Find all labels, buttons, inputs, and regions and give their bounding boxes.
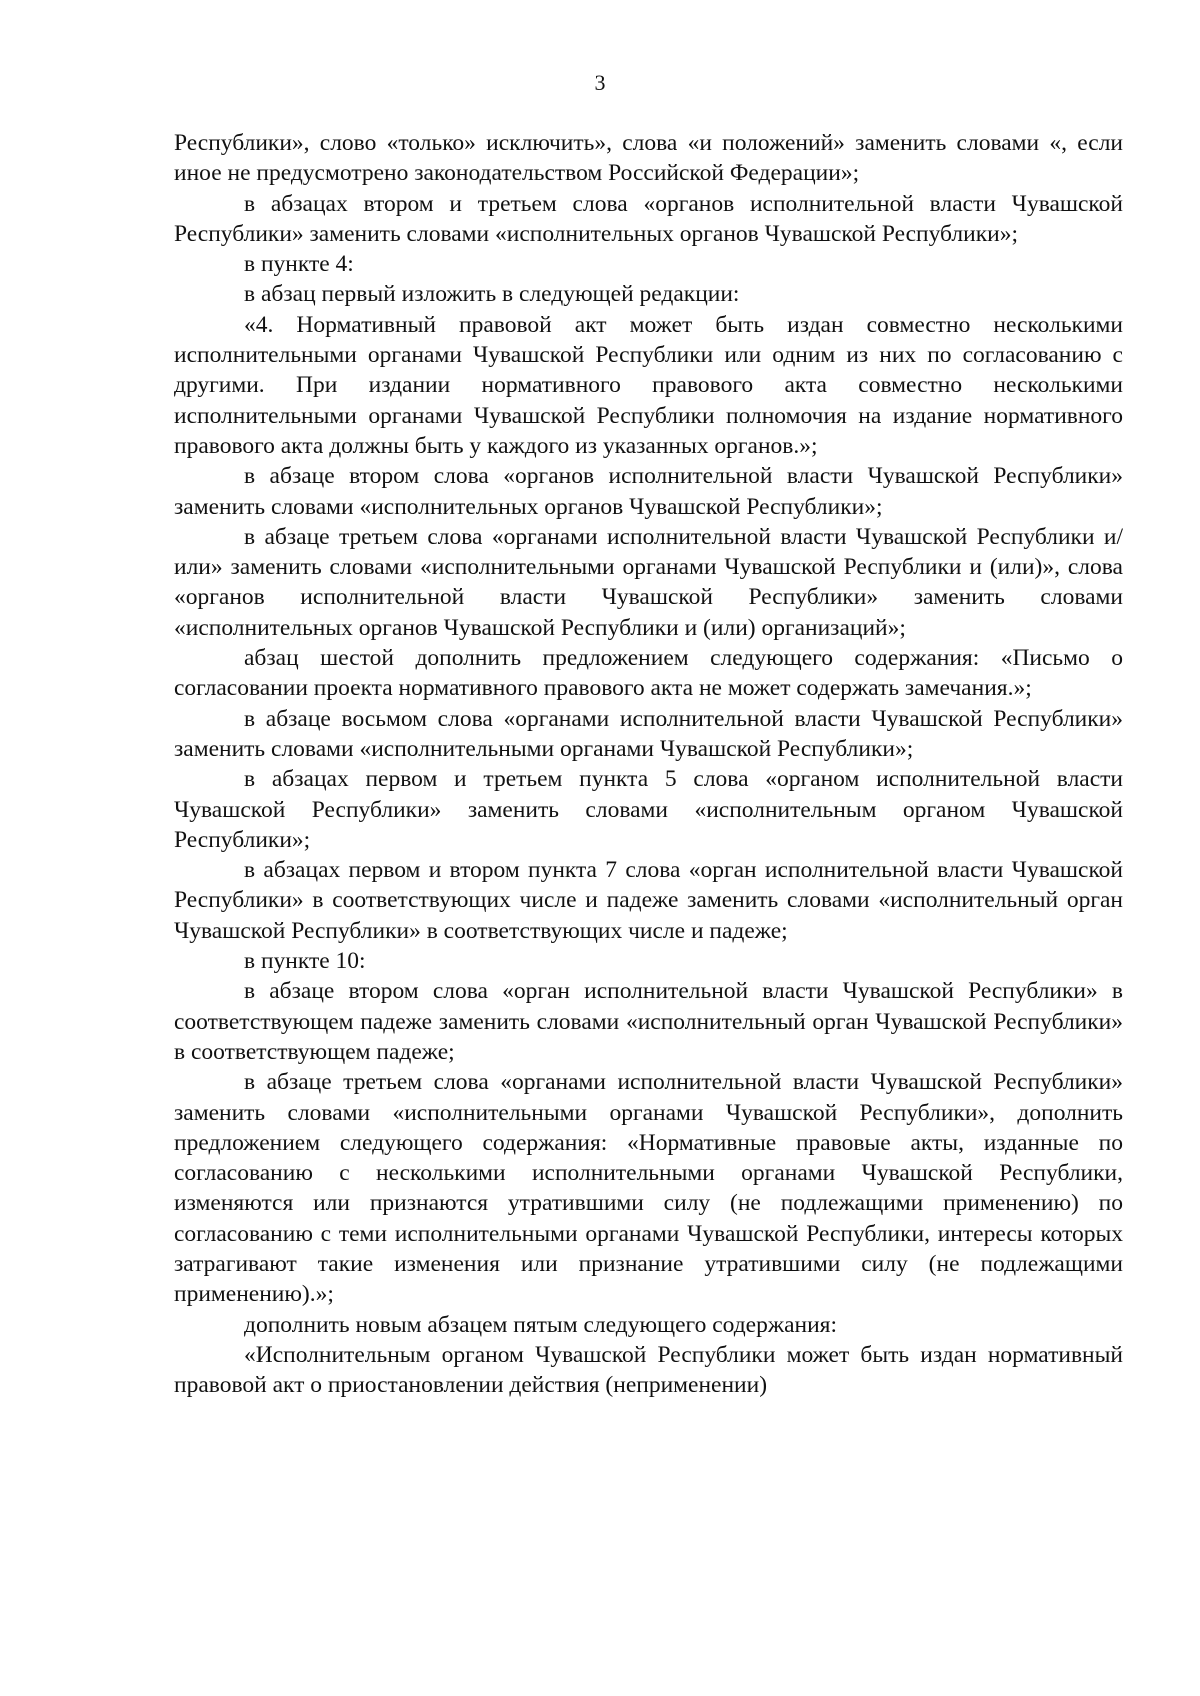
paragraph: «4. Нормативный правовой акт может быть издан совместно несколькими исполнительными органами Чувашской Республики или одним из них по согласованию с другими. При издании нормативного правового акта совместно несколькими исполнительными органами Чувашской Республики полномочия на издание нормативного правового акта должны быть у каждого из указанных органов.»; — [174, 311, 1123, 459]
paragraph: в абзацах втором и третьем слова «органов исполнительной власти Чувашской Республики» заменить словами «исполнительных органов Чувашской Республики»; — [174, 190, 1123, 247]
paragraph: в пункте 4: — [244, 251, 354, 278]
paragraph: дополнить новым абзацем пятым следующего содержания: — [244, 1311, 838, 1338]
page-number: 3 — [594, 70, 606, 95]
paragraph: в абзаце восьмом слова «органами исполнительной власти Чувашской Республики» заменить словами «исполнительными органами Чувашской Республики»; — [174, 705, 1123, 762]
paragraph: абзац шестой дополнить предложением следующего содержания: «Письмо о согласовании проекта нормативного правового акта не может содержать замечания.»; — [174, 645, 1123, 702]
paragraph: «Исполнительным органом Чувашской Республики может быть издан нормативный правовой акт о приостановлении действия (неприменении) — [174, 1341, 1123, 1399]
paragraph: в абзаце третьем слова «органами исполнительной власти Чувашской Республики и/или» заменить словами «исполнительными органами Чувашской Республики и (или)», слова «органов исполнительной власти Чувашской Республики» заменить словами «исполнительных органов Чувашской Республики и (или) организаций»; — [174, 523, 1123, 641]
paragraph-continuation: Республики», слово «только» исключить», слова «и положений» заменить словами «, если иное не предусмотрено законодательством Российской Федерации»; — [174, 130, 1123, 187]
paragraph: в абзаце втором слова «органов исполнительной власти Чувашской Республики» заменить словами «исполнительных органов Чувашской Республики»; — [174, 463, 1123, 520]
paragraph: в абзаце втором слова «орган исполнительной власти Чувашской Республики» в соответствующем падеже заменить словами «исполнительный орган Чувашской Республики» в соответствующем падеже; — [174, 978, 1123, 1065]
paragraph: в абзаце третьем слова «органами исполнительной власти Чувашской Республики» заменить словами «исполнительными органами Чувашской Республики», дополнить предложением следующего содержания: «Нормативные правовые акты, изданные по согласованию с несколькими исполнительными органами Чувашской Республики, изменяются или признаются утратившими силу (не подлежащими применению) по согласованию с теми исполнительными органами Чувашской Республики, интересы которых затрагивают такие изменения или признание утратившими силу (не подлежащими применению).»; — [174, 1069, 1123, 1308]
paragraph: в абзац первый изложить в следующей редакции: — [244, 281, 740, 308]
paragraph: в абзацах первом и втором пункта 7 слова «орган исполнительной власти Чувашской Республики» в соответствующих числе и падеже заменить словами «исполнительный орган Чувашской Республики» в соответствующих числе и падеже; — [174, 857, 1123, 944]
document-body — [174, 128, 1123, 1400]
paragraph: в пункте 10: — [244, 948, 366, 975]
paragraph: в абзацах первом и третьем пункта 5 слова «органом исполнительной власти Чувашской Республики» заменить словами «исполнительным органом Чувашской Республики»; — [174, 766, 1123, 853]
